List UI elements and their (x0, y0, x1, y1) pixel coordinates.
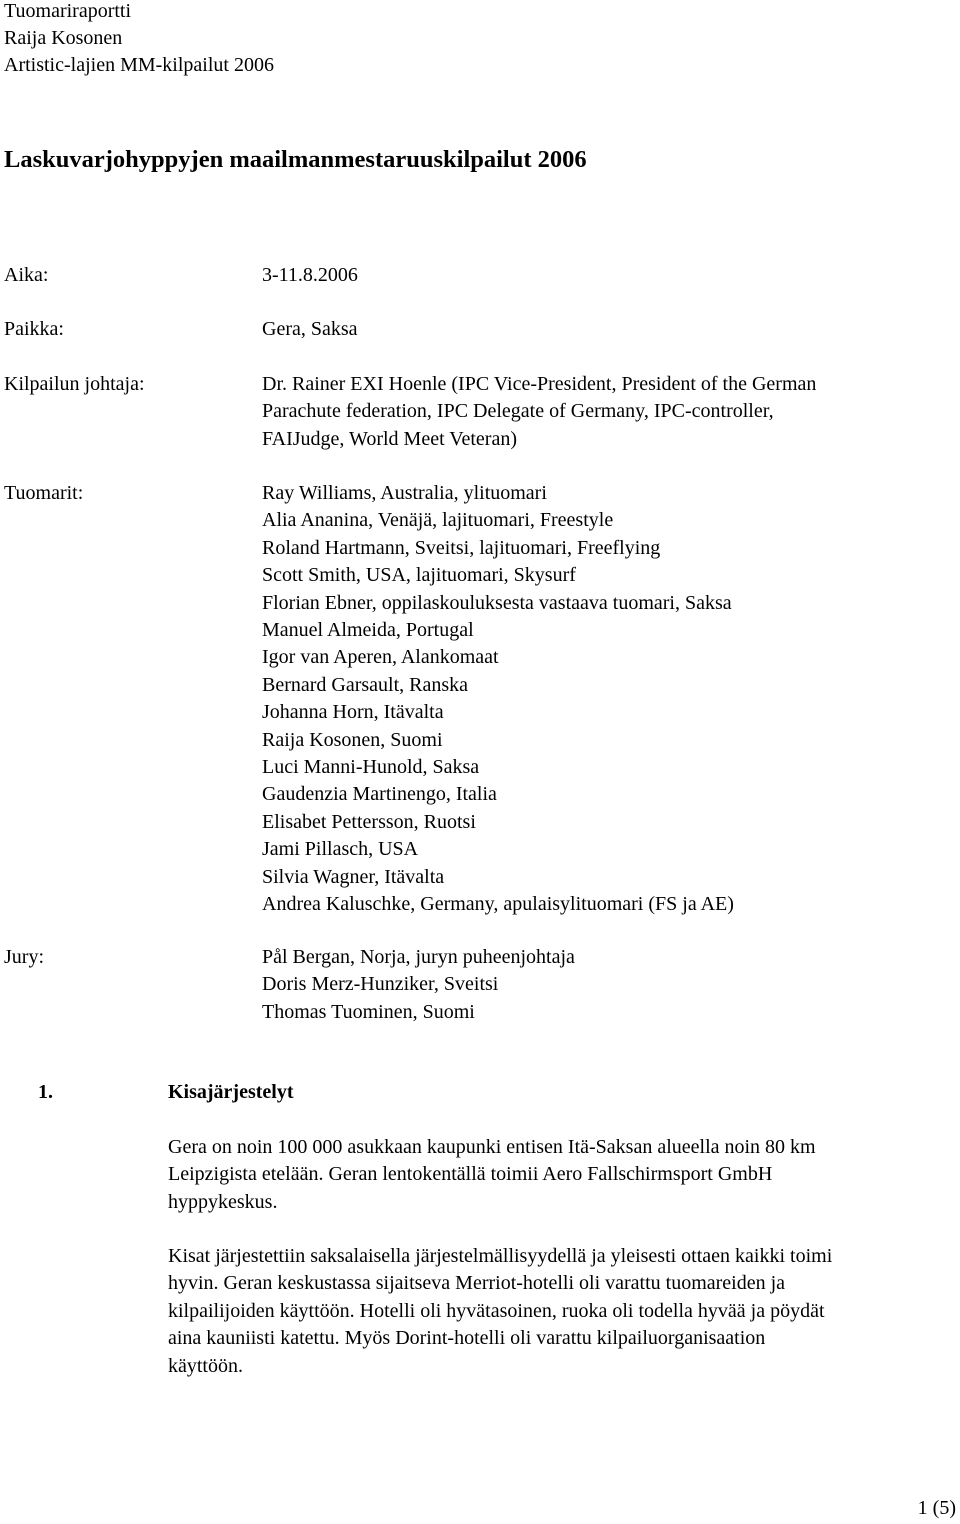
director-line: Parachute federation, IPC Delegate of Germany, IPC-controller, (262, 400, 774, 423)
place-label: Paikka: (4, 318, 64, 340)
paragraph-line: hyvin. Geran keskustassa sijaitseva Merriot-hotelli oli varattu tuomareiden ja (168, 1272, 786, 1295)
page-number: 1 (5) (917, 1497, 956, 1519)
judge-item: Florian Ebner, oppilaskouluksesta vastaava tuomari, Saksa (262, 591, 732, 614)
jury-label: Jury: (4, 946, 44, 968)
jury-list (262, 944, 575, 1026)
judge-item: Luci Manni-Hunold, Saksa (262, 756, 480, 779)
paragraph-line: Leipzigista etelään. Geran lentokentällä toimii Aero Fallschirmsport GmbH (168, 1163, 773, 1186)
judge-item: Andrea Kaluschke, Germany, apulaisylituomari (FS ja AE) (262, 893, 734, 916)
jury-item: Thomas Tuominen, Suomi (262, 1000, 475, 1023)
judge-item: Raija Kosonen, Suomi (262, 728, 443, 751)
director-block (262, 371, 816, 453)
paragraph-line: Kisat järjestettiin saksalaisella järjestelmällisyydellä ja yleisesti ottaen kaikki toimi (168, 1245, 833, 1267)
judge-item: Roland Hartmann, Sveitsi, lajituomari, Freeflying (262, 536, 661, 559)
judge-item: Alia Ananina, Venäjä, lajituomari, Freestyle (262, 509, 614, 532)
time-label: Aika: (4, 264, 49, 286)
paragraph-line: käyttöön. (168, 1354, 243, 1377)
report-type: Tuomariraportti (4, 0, 132, 22)
judge-item: Elisabet Pettersson, Ruotsi (262, 810, 476, 833)
judge-item: Johanna Horn, Itävalta (262, 701, 444, 724)
paragraph-line: kilpailijoiden käyttöön. Hotelli oli hyvätasoinen, ruoka oli todella hyvää ja pöydät (168, 1299, 825, 1322)
judge-item: Igor van Aperen, Alankomaat (262, 646, 499, 669)
time-value: 3-11.8.2006 (262, 264, 358, 286)
section-number: 1. (38, 1081, 53, 1103)
place-value: Gera, Saksa (262, 318, 358, 340)
judge-item: Silvia Wagner, Itävalta (262, 865, 445, 888)
judge-item: Manuel Almeida, Portugal (262, 619, 474, 642)
judges-label: Tuomarit: (4, 482, 84, 504)
director-line: FAIJudge, World Meet Veteran) (262, 427, 517, 450)
jury-item: Doris Merz-Hunziker, Sveitsi (262, 973, 499, 996)
paragraph-line: hyppykeskus. (168, 1190, 278, 1213)
judge-item: Ray Williams, Australia, ylituomari (262, 482, 547, 504)
judge-item: Gaudenzia Martinengo, Italia (262, 783, 497, 806)
judge-item: Bernard Garsault, Ranska (262, 673, 469, 696)
judge-item: Jami Pillasch, USA (262, 838, 419, 861)
director-line: Dr. Rainer EXI Hoenle (IPC Vice-President, President of the German (262, 373, 817, 395)
paragraph (168, 1134, 954, 1216)
section-title: Kisajärjestelyt (168, 1081, 294, 1103)
paragraph (168, 1243, 954, 1380)
jury-item: Pål Bergan, Norja, juryn puheenjohtaja (262, 946, 575, 968)
paragraph-line: Gera on noin 100 000 asukkaan kaupunki entisen Itä-Saksan alueella noin 80 km (168, 1136, 816, 1158)
judge-item: Scott Smith, USA, lajituomari, Skysurf (262, 564, 576, 587)
event-subtitle: Artistic-lajien MM-kilpailut 2006 (4, 54, 274, 76)
judges-list (262, 480, 734, 919)
document-title: Laskuvarjohyppyjen maailmanmestaruuskilpailut 2006 (4, 146, 587, 173)
director-label: Kilpailun johtaja: (4, 373, 145, 395)
paragraph-line: aina kauniisti katettu. Myös Dorint-hotelli oli varattu kilpailuorganisaation (168, 1327, 766, 1350)
author-name: Raija Kosonen (4, 27, 123, 49)
